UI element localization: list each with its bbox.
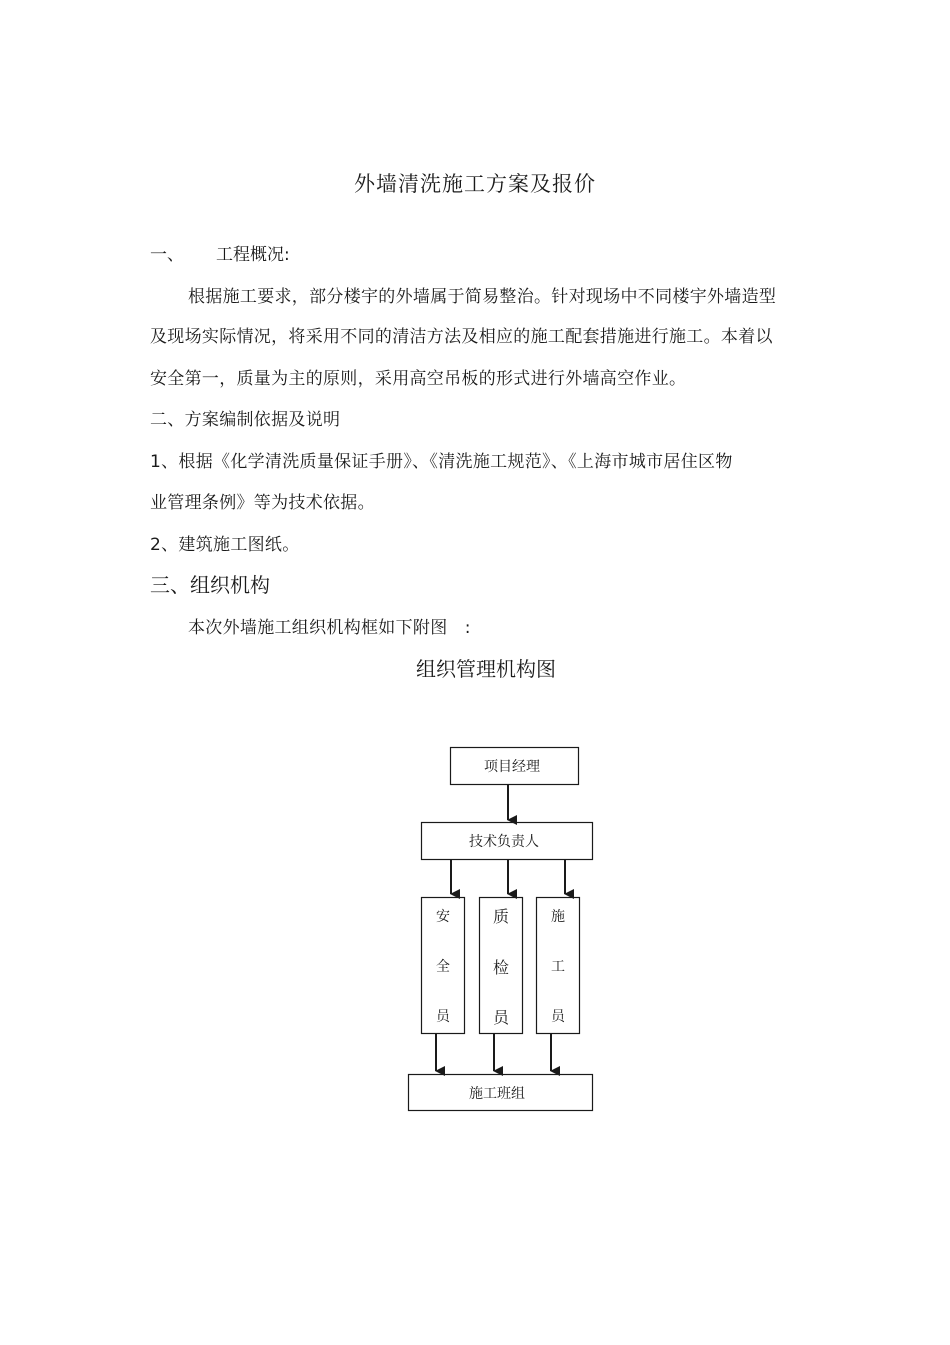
section1-heading: 工程概况: xyxy=(216,245,290,265)
quality-char-3: 员 xyxy=(492,1008,510,1027)
section2-heading: 二、方案编制依据及说明 xyxy=(150,410,341,430)
org-box-quality-inspector xyxy=(480,898,523,1034)
section1-paragraph-line-2: 及现场实际情况，将采用不同的清洁方法及相应的施工配套措施进行施工。本着以 xyxy=(150,327,773,347)
safety-char-3: 员 xyxy=(436,1009,450,1025)
section2-item1-line-2: 业管理条例》等为技术依据。 xyxy=(150,493,375,513)
safety-char-1: 安 xyxy=(436,909,450,925)
section1-paragraph-line-1: 根据施工要求，部分楼宇的外墙属于简易整治。针对现场中不同楼宇外墙造型 xyxy=(188,287,777,307)
section2-item1-line-1: 1、根据《化学清洗质量保证手册》、《清洗施工规范》、《上海市城市居住区物 xyxy=(150,452,733,472)
org-box-construction-team xyxy=(409,1075,593,1111)
org-label-project-manager: 项目经理 xyxy=(484,759,540,775)
section3-intro: 本次外墙施工组织机构框如下附图 : xyxy=(188,618,471,638)
org-chart-title: 组织管理机构图 xyxy=(416,657,556,681)
section3-heading: 三、组织机构 xyxy=(150,573,270,597)
org-box-tech-lead xyxy=(422,823,593,860)
org-label-construction-team: 施工班组 xyxy=(469,1086,525,1102)
org-box-safety-officer xyxy=(422,898,465,1034)
construction-char-2: 工 xyxy=(551,959,565,975)
section2-item2: 2、建筑施工图纸。 xyxy=(150,535,300,555)
construction-char-3: 员 xyxy=(551,1009,565,1025)
construction-char-1: 施 xyxy=(551,909,565,925)
document-title: 外墙清洗施工方案及报价 xyxy=(354,172,596,196)
org-box-project-manager xyxy=(451,748,579,785)
safety-char-2: 全 xyxy=(436,959,450,975)
section1-paragraph-line-3: 安全第一，质量为主的原则，采用高空吊板的形式进行外墙高空作业。 xyxy=(150,369,687,389)
org-label-tech-lead: 技术负责人 xyxy=(469,834,539,850)
org-box-construction-worker xyxy=(537,898,580,1034)
section1-number: 一、 xyxy=(150,245,184,265)
quality-char-1: 质 xyxy=(492,907,510,926)
quality-char-2: 检 xyxy=(492,958,510,977)
